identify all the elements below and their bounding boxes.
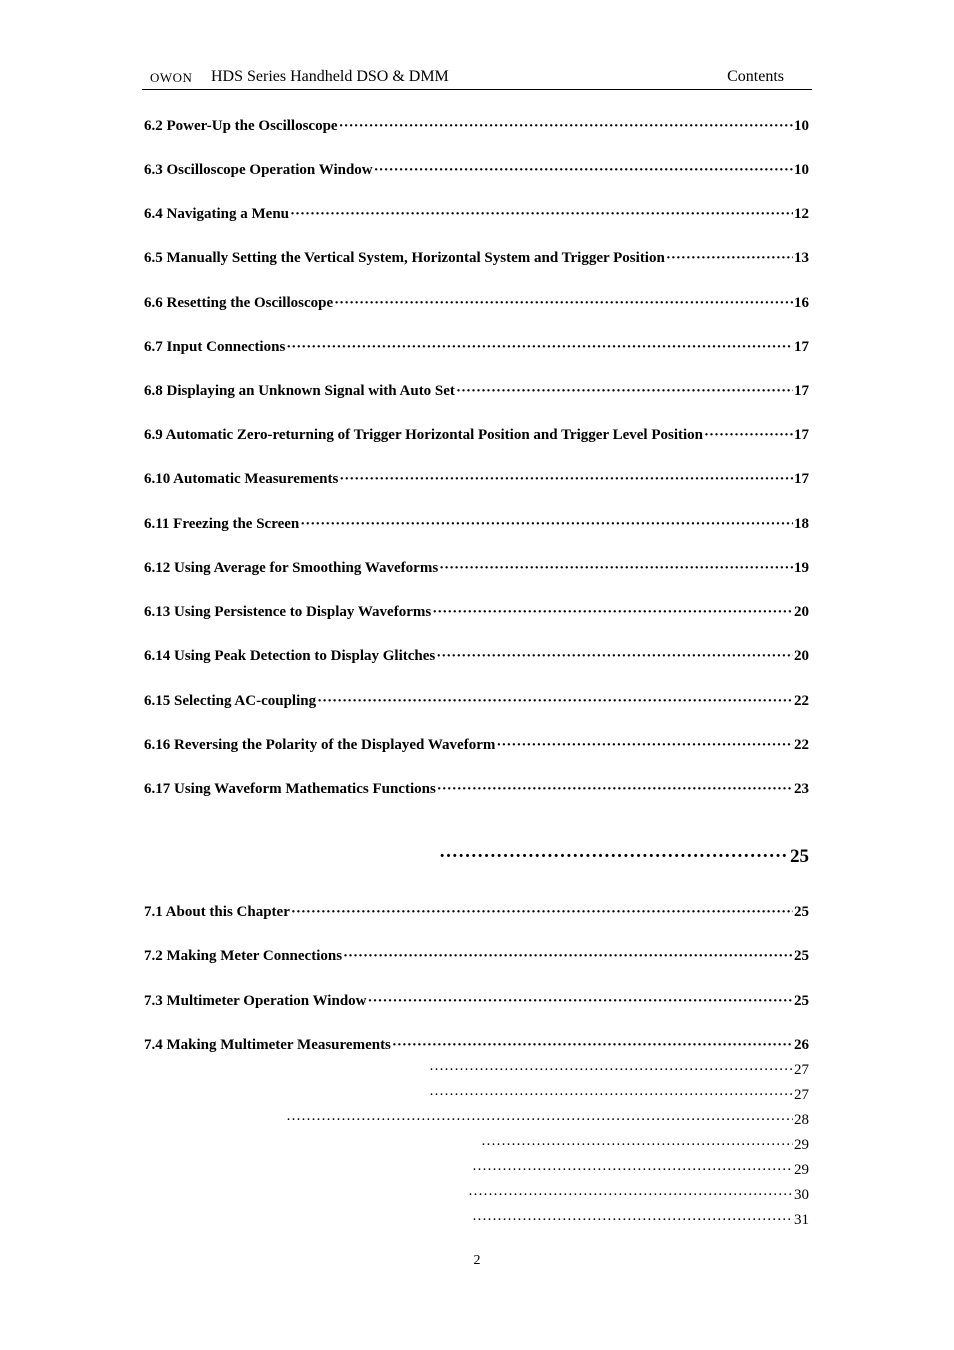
toc-leader [468, 1187, 793, 1204]
toc-leader [291, 904, 793, 921]
toc-sub-entry[interactable] [467, 1187, 809, 1204]
toc-entry[interactable] [144, 948, 809, 965]
toc-entry[interactable] [144, 693, 809, 710]
toc-entry-page: 12 [794, 206, 809, 222]
toc-leader [472, 1212, 793, 1229]
toc-entry-page: 22 [794, 737, 809, 753]
toc-entry-page: 20 [794, 648, 809, 664]
toc-entry[interactable] [144, 781, 809, 798]
toc-sub-entry[interactable] [480, 1137, 809, 1154]
toc-leader [392, 1037, 793, 1054]
toc-entry-page: 25 [794, 993, 809, 1009]
toc-entry-page: 10 [794, 162, 809, 178]
header-brand: OWON [150, 70, 193, 85]
toc-entry-label: 6.8 Displaying an Unknown Signal with Auto Set [144, 383, 455, 399]
toc-entry[interactable] [144, 993, 809, 1010]
toc-entry[interactable] [144, 295, 809, 312]
toc-leader [666, 250, 793, 267]
toc-sub-entry[interactable] [471, 1162, 809, 1179]
toc-entry-page: 16 [794, 295, 809, 311]
toc-entry-label: 7.3 Multimeter Operation Window [144, 993, 367, 1009]
toc-leader [429, 1087, 793, 1104]
header-title: HDS Series Handheld DSO & DMM [211, 68, 449, 85]
toc-leader [290, 206, 793, 223]
toc-entry-label: 6.16 Reversing the Polarity of the Displayed Waveform [144, 737, 496, 753]
toc-sub-entry[interactable] [428, 1062, 809, 1079]
toc-entry[interactable] [144, 118, 809, 135]
toc-entry[interactable] [144, 471, 809, 488]
toc-entry[interactable] [144, 206, 809, 223]
toc-sub-page: 29 [794, 1137, 809, 1153]
toc-entry[interactable] [144, 604, 809, 621]
toc-entry-page: 23 [794, 781, 809, 797]
toc-leader [286, 339, 793, 356]
toc-entry-label: 6.4 Navigating a Menu [144, 206, 290, 222]
toc-sub-page: 28 [794, 1112, 809, 1128]
toc-entry[interactable] [144, 250, 809, 267]
toc-leader [334, 295, 793, 312]
toc-entry[interactable] [144, 516, 809, 533]
toc-leader [343, 948, 793, 965]
toc-entry[interactable] [144, 737, 809, 754]
toc-sub-page: 29 [794, 1162, 809, 1178]
toc-entry-label: 6.2 Power-Up the Oscilloscope [144, 118, 338, 134]
toc-leader [374, 162, 793, 179]
toc-entry[interactable] [144, 648, 809, 665]
toc-leader [368, 993, 794, 1010]
header-section: Contents [727, 68, 784, 85]
toc-leader [437, 781, 793, 798]
toc-entry-page: 20 [794, 604, 809, 620]
toc-entry-label: 6.9 Automatic Zero-returning of Trigger Horizontal Position and Trigger Level Position [144, 427, 703, 443]
toc-leader [339, 471, 793, 488]
toc-leader [439, 846, 789, 868]
toc-sub-entry[interactable] [471, 1212, 809, 1229]
toc-leader [704, 427, 793, 444]
toc-entry-page: 18 [794, 516, 809, 532]
toc-leader [339, 118, 793, 135]
toc-entry-label: 6.10 Automatic Measurements [144, 471, 339, 487]
toc-leader [317, 693, 793, 710]
toc-entry-label: 6.3 Oscilloscope Operation Window [144, 162, 373, 178]
toc-entry-page: 17 [794, 427, 809, 443]
toc-entry-label: 6.6 Resetting the Oscilloscope [144, 295, 334, 311]
toc-entry[interactable] [144, 904, 809, 921]
toc-entry-label: 6.7 Input Connections [144, 339, 286, 355]
toc-entry[interactable] [144, 560, 809, 577]
toc-sub-entry[interactable] [428, 1087, 809, 1104]
toc-entry-label: 6.12 Using Average for Smoothing Waveforms [144, 560, 439, 576]
toc-entry-page: 25 [794, 948, 809, 964]
page-number: 2 [473, 1253, 481, 1268]
toc-leader [300, 516, 793, 533]
toc-entry-page: 25 [794, 904, 809, 920]
toc-leader [481, 1137, 793, 1154]
toc-entry-label: 7.1 About this Chapter [144, 904, 290, 920]
toc-sub-page: 31 [794, 1212, 809, 1228]
toc-entry-page: 17 [794, 471, 809, 487]
toc-entry-label: 6.13 Using Persistence to Display Waveforms [144, 604, 432, 620]
toc-sub-page: 27 [794, 1062, 809, 1078]
toc-entry[interactable] [144, 427, 809, 444]
toc-leader [429, 1062, 793, 1079]
toc-sub-page: 27 [794, 1087, 809, 1103]
toc-entry-label: 7.4 Making Multimeter Measurements [144, 1037, 391, 1053]
toc-leader [286, 1112, 793, 1129]
toc-leader [436, 648, 793, 665]
toc-leader [496, 737, 793, 754]
toc-entry[interactable] [144, 1037, 809, 1054]
toc-entry-label: 6.5 Manually Setting the Vertical System, Horizontal System and Trigger Position [144, 250, 665, 266]
toc-entry[interactable] [144, 162, 809, 179]
toc-leader [472, 1162, 793, 1179]
toc-leader [456, 383, 793, 400]
toc-leader [439, 560, 793, 577]
toc-entry[interactable] [144, 339, 809, 356]
toc-entry-label: 6.14 Using Peak Detection to Display Glitches [144, 648, 436, 664]
toc-entry-label: 6.11 Freezing the Screen [144, 516, 300, 532]
toc-entry-label: 7.2 Making Meter Connections [144, 948, 343, 964]
toc-chapter-page: 25 [790, 846, 809, 867]
toc-sub-entry[interactable] [285, 1112, 809, 1129]
toc-entry-page: 17 [794, 383, 809, 399]
toc-entry-page: 26 [794, 1037, 809, 1053]
toc-sub-page: 30 [794, 1187, 809, 1203]
toc-entry-page: 10 [794, 118, 809, 134]
toc-entry-page: 17 [794, 339, 809, 355]
toc-leader [432, 604, 793, 621]
toc-entry-page: 22 [794, 693, 809, 709]
toc-entry-label: 6.15 Selecting AC-coupling [144, 693, 317, 709]
toc-entry-page: 19 [794, 560, 809, 576]
toc-entry-label: 6.17 Using Waveform Mathematics Functions [144, 781, 436, 797]
toc-entry[interactable] [144, 383, 809, 400]
toc-chapter-entry[interactable] [438, 846, 809, 868]
toc-entry-page: 13 [794, 250, 809, 266]
page-header [142, 66, 812, 90]
